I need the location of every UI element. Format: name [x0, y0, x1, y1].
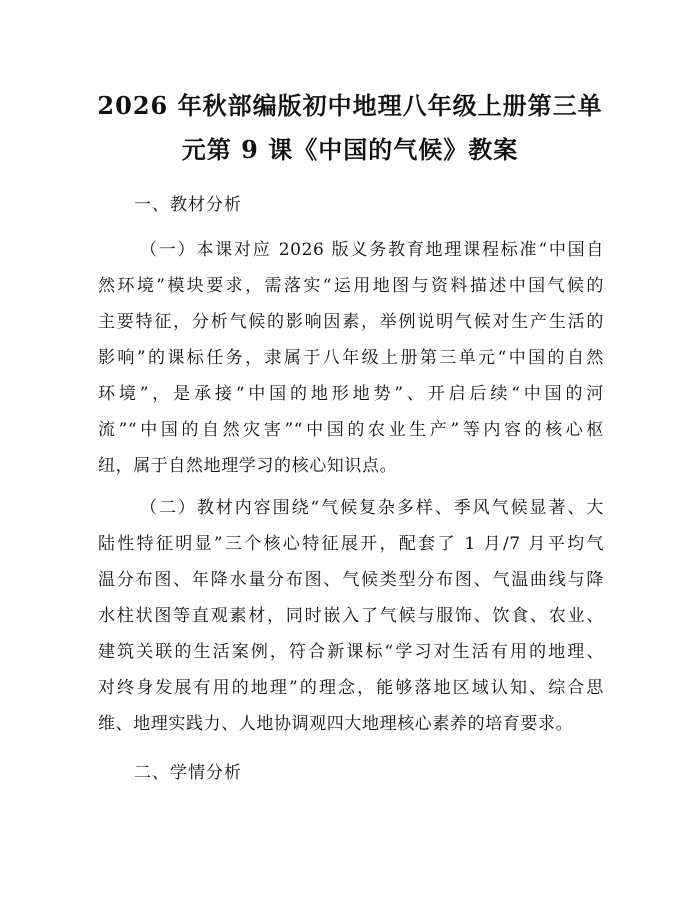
paragraph-line: 温分布图、年降水量分布图、气候类型分布图、气温曲线与降 — [98, 570, 604, 590]
paragraph-line: （二）教材内容围绕“气候复杂多样、季风气候显著、大 — [140, 498, 604, 518]
paragraph-line: 陆性特征明显”三个核心特征展开，配套了 1 月/7 月平均气 — [98, 534, 604, 554]
paragraph-line: 影响”的课标任务，隶属于八年级上册第三单元“中国的自然 — [98, 348, 604, 368]
paragraph-line: 维、地理实践力、人地协调观四大地理核心素养的培育要求。 — [98, 714, 574, 734]
paragraph-line: 然环境”模块要求，需落实“运用地图与资料描述中国气候的 — [98, 276, 604, 296]
paragraph-line: 建筑关联的生活案例，符合新课标“学习对生活有用的地理、 — [98, 642, 604, 662]
paragraph-textbook-analysis-1 — [98, 232, 604, 484]
section-heading-textbook-analysis: 一、教材分析 — [134, 195, 242, 215]
paragraph-line: （一）本课对应 2026 版义务教育地理课程标准“中国自 — [140, 240, 604, 260]
paragraph-line: 水柱状图等直观素材，同时嵌入了气候与服饰、饮食、农业、 — [98, 606, 604, 626]
paragraph-line: 纽，属于自然地理学习的核心知识点。 — [98, 456, 398, 476]
document-title-line-2: 元第 9 课《中国的气候》教案 — [181, 135, 519, 164]
paragraph-textbook-analysis-2 — [98, 490, 604, 742]
section-heading-learner-analysis: 二、学情分析 — [134, 763, 242, 783]
paragraph-line: 环境”，是承接“中国的地形地势”、开启后续“中国的河 — [98, 384, 604, 404]
paragraph-line: 流”“中国的自然灾害”“中国的农业生产”等内容的核心枢 — [98, 420, 604, 440]
paragraph-line: 对终身发展有用的地理”的理念，能够落地区域认知、综合思 — [98, 678, 604, 698]
paragraph-line: 主要特征，分析气候的影响因素，举例说明气候对生产生活的 — [98, 312, 604, 332]
document-title-line-1: 2026 年秋部编版初中地理八年级上册第三单 — [97, 91, 603, 120]
